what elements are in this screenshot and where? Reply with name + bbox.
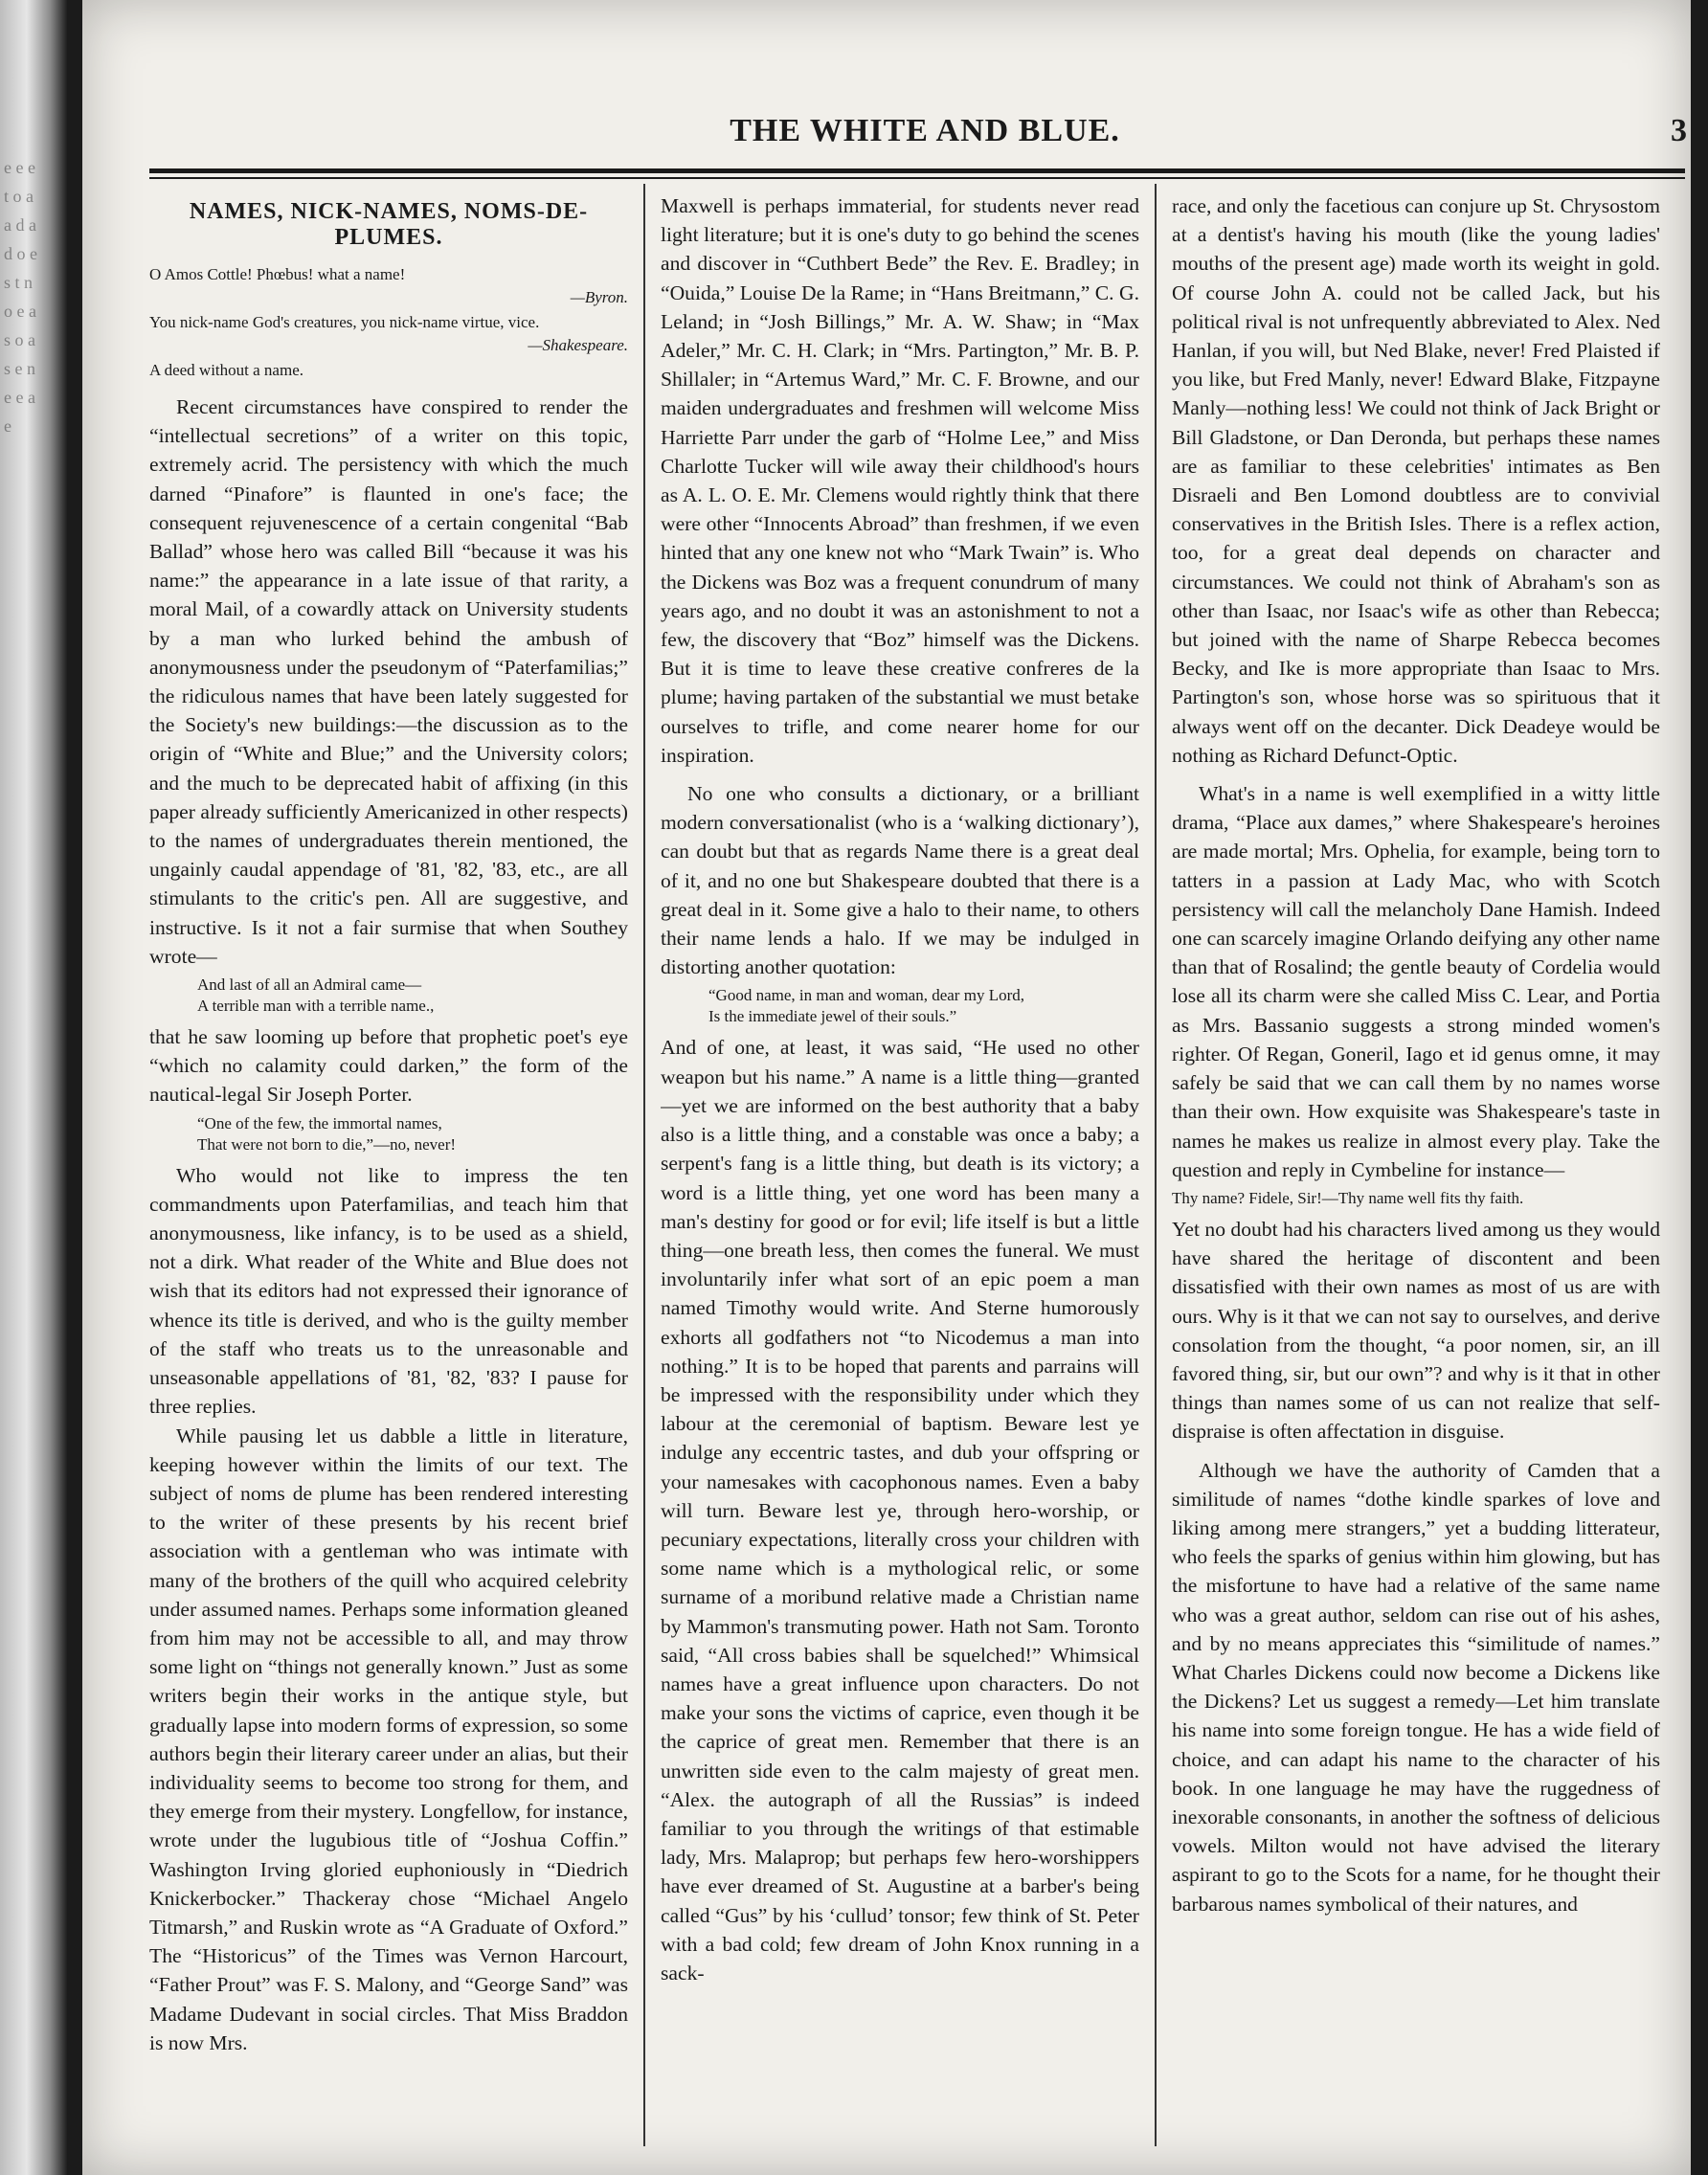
verse-line: Is the immediate jewel of their souls.” [708, 1007, 957, 1026]
page-number: 3 [1671, 113, 1687, 148]
left-page-fragment-text: e e e t o a a d a d o e s t n o e a s o a s e n e e a e [4, 158, 37, 436]
verse-line: “Good name, in man and woman, dear my Lord, [708, 986, 1024, 1005]
epigraph-1-text: O Amos Cottle! Phœbus! what a name! [149, 265, 406, 283]
col1-verse-1 [149, 975, 628, 1017]
col3-paragraph-2: What's in a name is well exemplified in a witty little drama, “Place aux dames,” where Shakespeare's heroines are made mortal; Mrs. Ophelia, for example, being torn to tatters in a passion at Lady Mac, who with Scotch persistency will call the melancholy Dane Hamish. Indeed one can scarcely imagine Orlando deifying any other name than that of Rosalind; the gentle beauty of Cordelia would lose all its charm were she called Miss C. Lear, and Portia as Mrs. Bassanio suggests a strong minded women's righter. Of Regan, Goneril, Iago et id genus omne, it may safely be said that we can call them by no names worse than their own. How exquisite was Shakespeare's taste in names he makes us realize in almost every play. Take the question and reply in Cymbeline for instance— [1172, 782, 1660, 1181]
col1-paragraph-3: Who would not like to impress the ten commandments upon Paterfamilias, and teach him that anonymousness, like infancy, is to be used as a shield, not a dirk. What reader of the White and Blue does not wish that its editors had not expressed their ignorance of whence its title is derived, and who is the guilty member of the staff who treats us to the unreasonable and unseasonable appellations of '81, '82, '83? I pause for three replies. [149, 1163, 628, 1419]
col3-paragraph-4: Although we have the authority of Camden that a similitude of names “dothe kindle sparkes of love and liking among mere strangers,” yet a budding litterateur, who feels the sparks of genius within him glowing, but has the misfortune to have had a relative of the same name who was a great author, seldom can rise out of his ashes, and by no means appreciates this “similitude of names.” What Charles Dickens could now become a Dickens like the Dickens? Let us suggest a remedy—Let him translate his name into some foreign tongue. He has a wide field of choice, and can adapt his name to the character of his book. In one language he may have the ruggedness of inexorable consonants, in another the softness of delicious vowels. Milton would not have advised the literary aspirant to go to the Scots for a name, for he thought their barbarous names symbolical of their natures, and [1172, 1458, 1660, 1916]
verse-line: That were not born to die,”—no, never! [197, 1134, 457, 1154]
col1-paragraph-2: that he saw looming up before that prophetic poet's eye “which no calamity could darken,” the form of the nautical-legal Sir Joseph Porter. [149, 1025, 628, 1107]
column-divider-2 [1155, 184, 1157, 2146]
col1-paragraph-4: While pausing let us dabble a little in literature, keeping however within the limits of our text. The subject of noms de plume has been rendered interesting to the writer of these presents by his recent brief association with a gentleman who was intimate with many of the brothers of the quill who acquired celebrity under assumed names. Perhaps some information gleaned from him may not be accessible to all, and may throw some light on “things not generally known.” Just as some writers begin their works in the antique style, but gradually lapse into modern forms of expression, so some authors begin their literary career under an alias, but their individuality seems to become too strong for them, and they emerge from their mystery. Longfellow, for instance, wrote under the lugubious title of “Joshua Coffin.” Washington Irving gloried euphoniously in “Diedrich Knickerbocker.” Thackeray chose “Michael Angelo Titmarsh,” and Ruskin wrote as “A Graduate of Oxford.” The “Historicus” of the Times was Vernon Harcourt, “Father Prout” was F. S. Malony, and “George Sand” was Madame Dudevant in social circles. That Miss Braddon is now Mrs. [149, 1424, 628, 2054]
left-page-edge [0, 0, 67, 2175]
col1-paragraph-1: Recent circumstances have conspired to render the “intellectual secretions” of a writer on this topic, extremely acrid. The persistency with which the much darned “Pinafore” is flaunted in one's face; the consequent rejuvenescence of a certain congenital “Bab Ballad” whose hero was called Bill “because it was his name:” the appearance in a late issue of that rarity, a moral Mail, of a cowardly attack on University students by a man who lurked behind the ambush of anonymousness under the pseudonym of “Paterfamilias;” the ridiculous names that have been lately suggested for the Society's new buildings:—the discussion as to the origin of “White and Blue;” and the University colors; and the much to be deprecated habit of affixing (in this paper already sufficiently Americanized in other respects) to the names of undergraduates therein mentioned, the ungainly caudal appendage of '81, '82, '83, etc., are all stimulants to the critic's pen. All are suggestive, and instructive. Is it not a fair surmise that when Southey wrote— [149, 395, 628, 968]
col2-verse [661, 985, 1139, 1027]
col2-paragraph-1: Maxwell is perhaps immaterial, for students never read light literature; but it is one's duty to go behind the scenes and discover in “Cuthbert Bede” the Rev. E. Bradley; in “Ouida,” Louise De la Rame; in “Hans Breitmann,” C. G. Leland; in “Josh Billings,” Mr. A. W. Shaw; in “Max Adeler,” Mr. C. H. Clark; in “Mrs. Partington,” Mr. B. P. Shillaler; in “Artemus Ward,” Mr. C. F. Browne, and our maiden undergraduates and freshmen will welcome Miss Harriette Parr under the garb of “Holme Lee,” and Miss Charlotte Tucker will wile away their childhood's hours as A. L. O. E. Mr. Clemens would rightly think that there were other “Innocents Abroad” than freshmen, if we even hinted that any one knew not who “Mark Twain” is. Who the Dickens was Boz was a frequent conundrum of many years ago, and no doubt it was an astonishment to not a few, the discovery that “Boz” himself was the Dickens. But it is time to leave these creative confreres de la plume; having partaken of the substantial we must betake ourselves to trifle, and come nearer home for our inspiration. [661, 194, 1139, 767]
header-rule-thin [149, 177, 1685, 179]
header-rule-thick [149, 168, 1685, 173]
article-title: NAMES, NICK-NAMES, NOMS-DE-PLUMES. [189, 199, 589, 250]
verse-line: Thy name? Fidele, Sir!—Thy name well fits thy faith. [1172, 1188, 1524, 1207]
epigraph-1-source: —Byron. [570, 288, 628, 306]
col3-paragraph-1: race, and only the facetious can conjure up St. Chrysostom at a dentist's having his mouth (like the young ladies' mouths of the present age) made worth its weight in gold. Of course John A. could not be called Jack, but his political rival is not unfrequently abbreviated to Alex. Ned Hanlan, if you will, but Ned Blake, never! Fred Plaisted if you like, but Fred Manly, never! Edward Blake, Fitzpayne Manly—nothing less! We could not think of Jack Bright or Bill Gladstone, or Dan Deronda, but perhaps these names are as familiar to these celebrities' intimates as Ben Disraeli and Ben Lomond doubtless are to convivial conservatives in the British Isles. There is a reflex action, too, for a great deal depends on character and circumstances. We could not think of Abraham's son as other than Isaac, nor Isaac's wife as other than Rebecca; but joined with the name of Sharpe Rebecca becomes Becky, and Ike is more appropriate than Isaac to Mrs. Partington's son, whose horse was so spirituous that it always went off on the decanter. Dick Deadeye would be nothing as Richard Defunct-Optic. [1172, 194, 1660, 767]
page-header [149, 113, 1700, 161]
col1-verse-2 [149, 1113, 628, 1155]
column-3 [1172, 191, 1660, 2144]
column-divider-1 [643, 184, 645, 2146]
col2-paragraph-3: And of one, at least, it was said, “He used no other weapon but his name.” A name is a little thing—granted—yet we are informed on the best authority that a baby also is a little thing, and a constable was once a baby; a serpent's fang is a little thing, but death is its victory; a word is a little thing, yet one word has been many a man's destiny for good or for evil; life itself is but a little thing—one breath less, then comes the funeral. We must involuntarily infer what sort of an epic poem a man named Timothy would write. And Sterne humorously exhorts all godfathers not “to Nicodemus a man into nothing.” It is to be hoped that parents and parrains will be impressed with the responsibility under which they labour at the ceremonial of baptism. Beware lest ye indulge any eccentric tastes, and dub your offspring or your namesakes with cacophonous names. Even a baby will turn. Beware lest ye, through hero-worship, or pecuniary expectations, literally cross your children with some name which is a mythological relic, or some surname of a moribund relative made a Christian name by Mammon's transmuting power. Hath not Sam. Toronto said, “All cross babies shall be squelched!” Whimsical names have a great influence upon characters. Do not make your sons the victims of caprice, even though it be the caprice of great men. Remember that there is an unwritten side even to the calm majesty of great men. “Alex. the autograph of all the Russias” is indeed familiar to you through the writings of that estimable lady, Mrs. Malaprop; but perhaps few hero-worshippers have ever dreamed of St. Augustine at a barber's being called “Gus” by his ‘cullud’ tonsor; few think of St. Peter with a bad cold; few dream of John Knox running in a sack- [661, 1036, 1139, 1984]
epigraph-3-text: A deed without a name. [149, 361, 303, 379]
col3-verse [1172, 1188, 1660, 1209]
newspaper-page [82, 0, 1691, 2175]
masthead-title: THE WHITE AND BLUE. [730, 113, 1120, 148]
col3-paragraph-3: Yet no doubt had his characters lived among us they would have shared the heritage of discontent and been dissatisfied with their own names as most of us are with ours. Why is it that we can not say to ourselves, and derive consolation from the thought, “a poor nomen, sir, an ill favored thing, sir, but our own”? and why is it that in other things than names some of us can not realize that self-dispraise is often affectation in disguise. [1172, 1217, 1660, 1444]
epigraph-2-source: —Shakespeare. [528, 336, 628, 354]
verse-line: And last of all an Admiral came— [197, 975, 422, 995]
column-2 [661, 191, 1139, 2144]
col2-paragraph-2: No one who consults a dictionary, or a brilliant modern conversationalist (who is a ‘walking dictionary’), can doubt but that as regards Name there is a great deal of it, and no one but Shakespeare doubted that there is a great deal in it. Some give a halo to their name, to others their name lends a halo. If we may be indulged in distorting another quotation: [661, 782, 1139, 979]
verse-line: “One of the few, the immortal names, [197, 1113, 442, 1132]
epigraph-2-text: You nick-name God's creatures, you nick-name virtue, vice. [149, 313, 540, 331]
column-1 [149, 191, 628, 2144]
verse-line: A terrible man with a terrible name., [197, 997, 435, 1016]
